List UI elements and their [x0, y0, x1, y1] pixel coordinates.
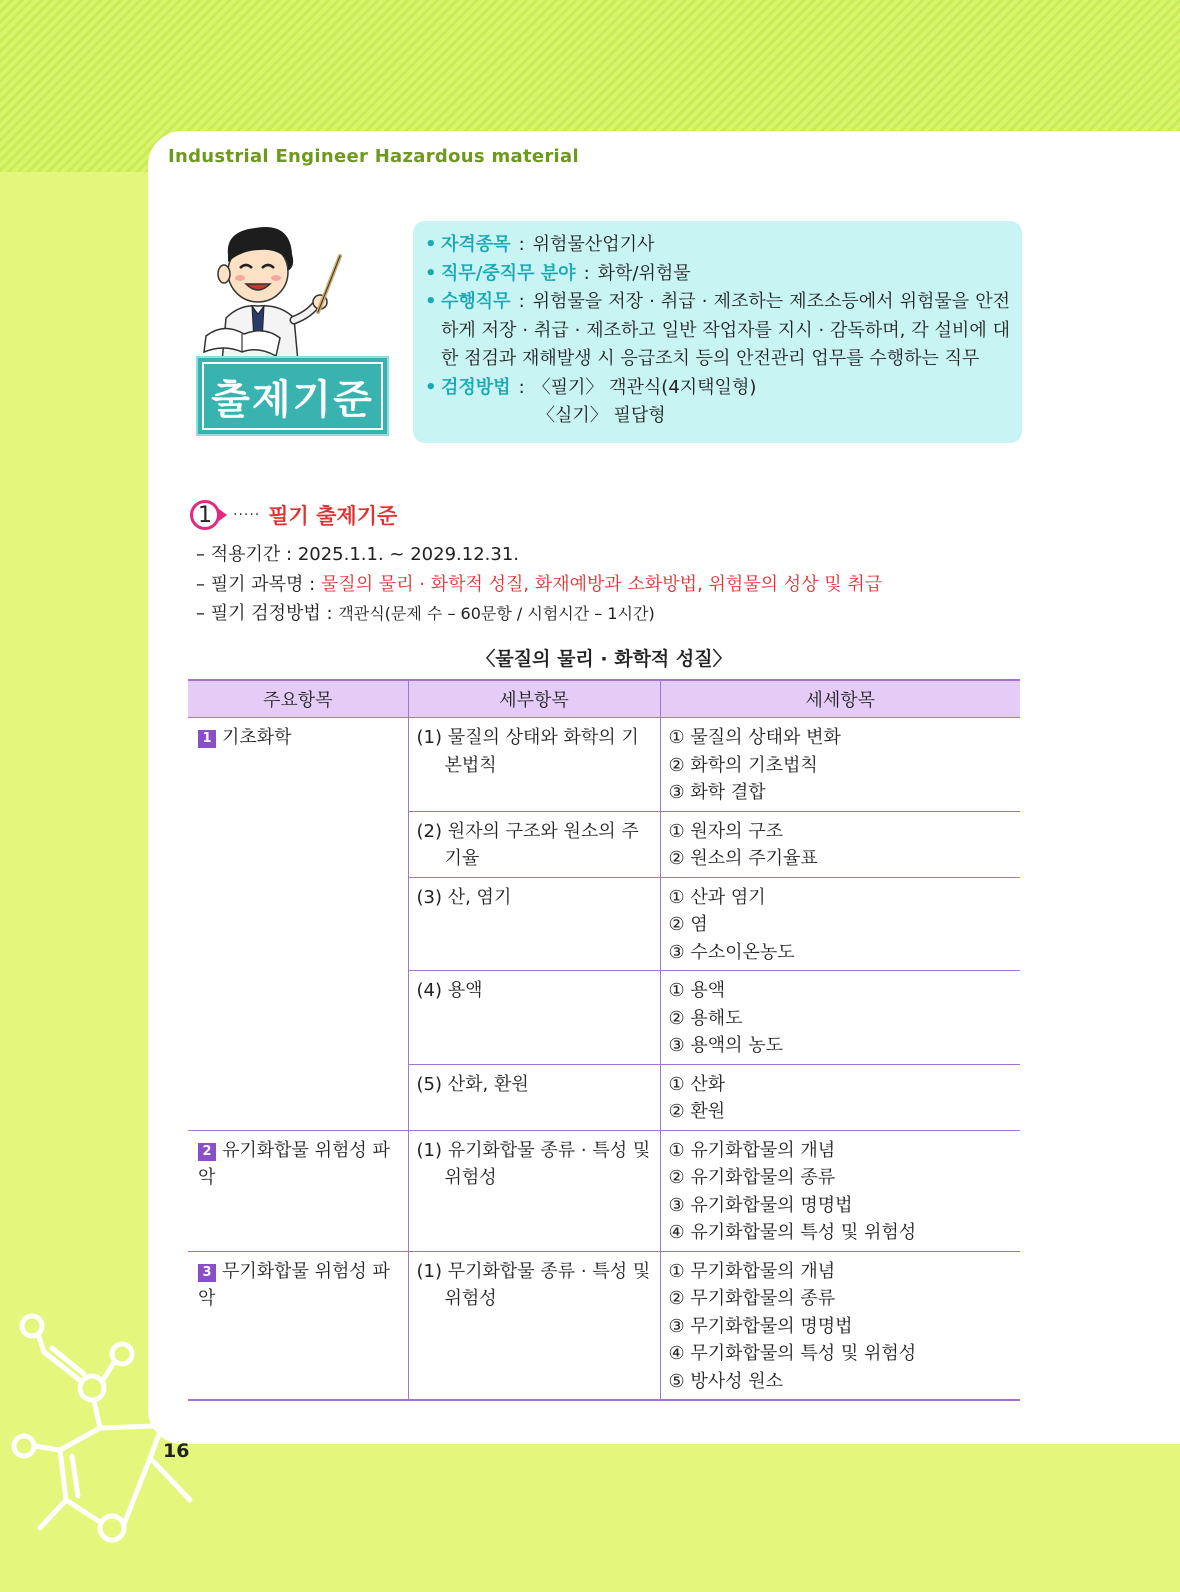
section-heading: [190, 498, 397, 532]
table-row: [188, 1251, 1020, 1400]
detail-item: ① 원자의 구조: [668, 820, 784, 842]
arrow-icon: [219, 509, 227, 521]
detail-item: ② 용해도: [668, 1007, 743, 1029]
item-number-badge: 1: [198, 730, 216, 748]
sub-item-label: (4) 용액: [416, 980, 483, 1001]
table-header-row: [188, 680, 1020, 718]
table-row: [188, 1130, 1020, 1251]
exam-standard-badge: 출제기준: [196, 356, 389, 436]
teacher-mascot-icon: [200, 222, 360, 362]
sub-item-cell: [408, 718, 660, 812]
line-method: – 필기 검정방법 : 객관식(문제 수 – 60문항 / 시험시간 – 1시간): [196, 603, 655, 624]
detail-item: ② 환원: [668, 1101, 726, 1122]
detail-item-cell: [660, 1064, 1020, 1130]
detail-item: ② 화학의 기초법칙: [668, 754, 818, 776]
detail-item-cell: [660, 877, 1020, 971]
section-title: 필기 출제기준: [268, 504, 398, 528]
detail-item: ③ 화학 결합: [668, 782, 766, 803]
bullet-icon: •: [425, 262, 437, 284]
sub-item-cell: [408, 1064, 660, 1130]
main-item-cell: [188, 1130, 408, 1251]
sub-item-label: (5) 산화, 환원: [416, 1073, 529, 1095]
detail-item: ③ 무기화합물의 명명법: [668, 1315, 853, 1337]
main-item-label: 무기화합물 위험성 파악: [198, 1260, 390, 1309]
bullet-icon: •: [425, 376, 437, 398]
header-sub-item: 세부항목: [408, 680, 660, 718]
detail-item: ③ 용액의 농도: [668, 1035, 784, 1056]
detail-item: ② 염: [668, 914, 708, 935]
detail-item-cell: [660, 811, 1020, 877]
main-item-cell: [188, 1251, 408, 1400]
sub-item-label: (3) 산, 염기: [416, 886, 512, 908]
info-item-duty: • 수행직무 : 위험물을 저장 · 취급 · 제조하는 제조소등에서 위험물을 안전하게 저장 · 취급 · 제조하고 일반 작업자를 지시 · 감독하며, 각 설비에 대한 점검과 재해발생 시 응급조치 등의 안전관리 업무를 수행하는 직무: [425, 288, 1010, 374]
table-body: [188, 718, 1020, 1401]
sub-item-cell: [408, 971, 660, 1065]
item-number-badge: 3: [198, 1264, 216, 1282]
detail-item-cell: [660, 718, 1020, 812]
detail-item: ① 무기화합물의 개념: [668, 1260, 836, 1282]
detail-item: ① 산과 염기: [668, 886, 766, 908]
detail-item: ① 산화: [668, 1073, 726, 1095]
sub-item-label: (1) 유기화합물 종류 · 특성 및 위험성: [416, 1139, 651, 1188]
info-item-field: • 직무/중직무 분야 : 화학/위험물: [425, 260, 1010, 289]
detail-item: ① 용액: [668, 980, 726, 1001]
page-number: 16: [163, 1440, 190, 1462]
table-title: 〈물질의 물리 · 화학적 성질〉: [476, 648, 732, 670]
detail-item: ② 무기화합물의 종류: [668, 1288, 836, 1309]
exam-overview-lines: [196, 540, 882, 629]
main-item-label: 유기화합물 위험성 파악: [198, 1139, 390, 1188]
section-number: 1: [190, 500, 220, 530]
sub-item-label: (1) 물질의 상태와 화학의 기본법칙: [416, 727, 639, 776]
info-item-qualification: • 자격종목 : 위험물산업기사: [425, 231, 1010, 260]
detail-item-cell: [660, 971, 1020, 1065]
table-row: [188, 718, 1020, 812]
detail-item: ⑤ 방사성 원소: [668, 1370, 784, 1392]
info-item-method: • 검정방법 : 〈필기〉 객관식(4지택일형) 〈실기〉 필답형: [425, 374, 1010, 431]
line-period: – 적용기간 : 2025.1.1. ~ 2029.12.31.: [196, 544, 519, 565]
header-detail-item: 세세항목: [660, 680, 1020, 718]
detail-item: ③ 유기화합물의 명명법: [668, 1194, 853, 1216]
detail-item: ② 원소의 주기율표: [668, 848, 818, 869]
line-subjects: – 필기 과목명 : 물질의 물리 · 화학적 성질, 화재예방과 소화방법, 위험물의 성상 및 취급: [196, 573, 883, 595]
detail-item-cell: [660, 1130, 1020, 1251]
bullet-icon: •: [425, 291, 437, 312]
detail-item: ① 물질의 상태와 변화: [668, 727, 841, 748]
qualification-info-box: [413, 221, 1022, 443]
detail-item: ③ 수소이온농도: [668, 941, 795, 963]
sub-item-cell: [408, 1130, 660, 1251]
detail-item: ② 유기화합물의 종류: [668, 1167, 836, 1188]
sub-item-cell: [408, 811, 660, 877]
detail-item: ① 유기화합물의 개념: [668, 1139, 836, 1161]
detail-item: ④ 유기화합물의 특성 및 위험성: [668, 1222, 917, 1243]
dotted-leader: ·····: [233, 507, 261, 523]
bullet-icon: •: [425, 234, 437, 255]
sub-item-label: (1) 무기화합물 종류 · 특성 및 위험성: [416, 1260, 651, 1309]
sub-item-label: (2) 원자의 구조와 원소의 주기율: [416, 820, 639, 869]
sub-item-cell: [408, 1251, 660, 1400]
running-header-title: Industrial Engineer Hazardous material: [168, 146, 579, 167]
exam-standard-table: [188, 679, 1020, 1401]
detail-item-cell: [660, 1251, 1020, 1400]
main-item-label: 기초화학: [222, 727, 292, 748]
detail-item: ④ 무기화합물의 특성 및 위험성: [668, 1343, 917, 1364]
header-main-item: 주요항목: [188, 680, 408, 718]
main-item-cell: [188, 718, 408, 1131]
item-number-badge: 2: [198, 1143, 216, 1161]
sub-item-cell: [408, 877, 660, 971]
